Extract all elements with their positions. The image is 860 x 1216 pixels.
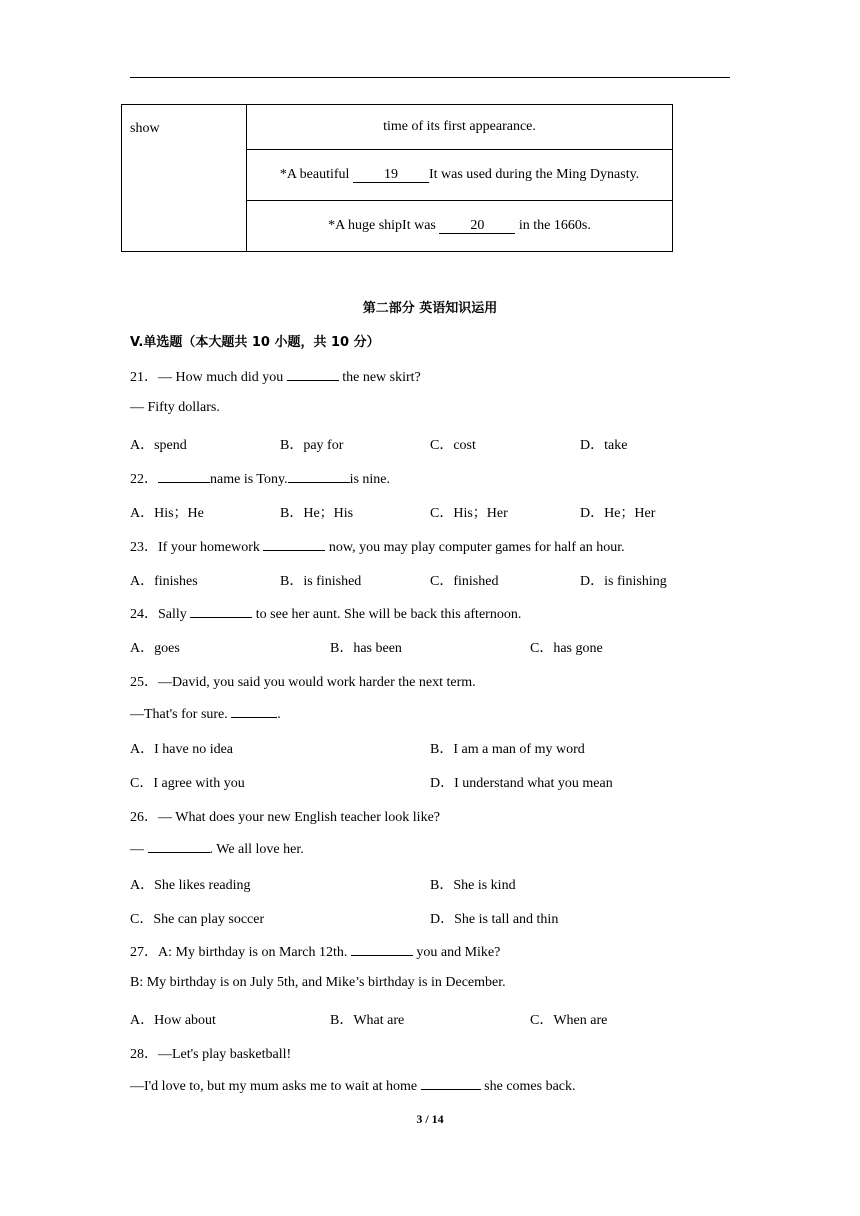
q25-option-b[interactable]: B．I am a man of my word [430, 742, 585, 757]
table-row-1: time of its first appearance. [247, 105, 673, 150]
q23-option-c[interactable]: C．finished [430, 574, 499, 589]
q27-stem: 27．A: My birthday is on March 12th. you and Mike? [130, 945, 501, 960]
q27-option-a[interactable]: A．How about [130, 1013, 216, 1028]
q26-option-b[interactable]: B．She is kind [430, 878, 516, 893]
q27-option-b[interactable]: B．What are [330, 1013, 405, 1028]
q23-option-b[interactable]: B．is finished [280, 574, 362, 589]
q25-option-a[interactable]: A．I have no idea [130, 742, 234, 757]
q24-option-b[interactable]: B．has been [330, 641, 402, 656]
q22-option-c[interactable]: C．His；Her [430, 506, 508, 521]
q28-reply: —I'd love to, but my mum asks me to wait at home she comes back. [130, 1079, 576, 1094]
table-left-label: show [122, 105, 247, 252]
q21-option-a[interactable]: A．spend [130, 438, 187, 453]
q23-blank[interactable] [263, 538, 325, 551]
q22-option-b[interactable]: B．He；His [280, 506, 354, 521]
q27-option-c[interactable]: C．When are [530, 1013, 608, 1028]
q26-option-c[interactable]: C．She can play soccer [130, 912, 265, 927]
q25-option-c[interactable]: C．I agree with you [130, 776, 245, 791]
page-number: 3 / 14 [416, 1112, 444, 1126]
part-heading: V.单选题（本大题共 10 小题，共 10 分） [130, 335, 380, 350]
q27-reply: B: My birthday is on July 5th, and Mike’s birthday is in December. [130, 975, 506, 990]
q21-blank[interactable] [287, 368, 339, 381]
q23-option-a[interactable]: A．finishes [130, 574, 198, 589]
reading-table-fragment [121, 104, 673, 252]
q21-reply: — Fifty dollars. [130, 400, 220, 415]
header-rule [130, 77, 730, 78]
q22-option-d[interactable]: D．He；Her [580, 506, 656, 521]
q22-blank-2[interactable] [288, 470, 350, 483]
q24-stem: 24．Sally to see her aunt. She will be back this afternoon. [130, 607, 522, 622]
q25-stem: 25．—David, you said you would work harder the next term. [130, 675, 476, 690]
q24-blank[interactable] [190, 605, 252, 618]
q27-blank[interactable] [351, 943, 413, 956]
section-title: 第二部分 英语知识运用 [362, 301, 498, 316]
blank-20[interactable]: 20 [439, 219, 515, 234]
q22-blank-1[interactable] [158, 470, 210, 483]
q24-option-c[interactable]: C．has gone [530, 641, 603, 656]
q26-stem: 26．— What does your new English teacher look like? [130, 810, 440, 825]
q21-option-c[interactable]: C．cost [430, 438, 476, 453]
q21-option-d[interactable]: D．take [580, 438, 628, 453]
q21-option-b[interactable]: B．pay for [280, 438, 344, 453]
q28-blank[interactable] [421, 1077, 481, 1090]
q22-stem: 22． name is Tony. is nine. [130, 472, 391, 487]
q25-option-d[interactable]: D．I understand what you mean [430, 776, 613, 791]
q26-option-a[interactable]: A．She likes reading [130, 878, 251, 893]
q23-stem: 23．If your homework now, you may play computer games for half an hour. [130, 540, 625, 555]
q24-option-a[interactable]: A．goes [130, 641, 180, 656]
q26-option-d[interactable]: D．She is tall and thin [430, 912, 559, 927]
q23-option-d[interactable]: D．is finishing [580, 574, 667, 589]
q21-stem: 21．— How much did you the new skirt? [130, 370, 421, 385]
table-row-3: *A huge shipIt was 20 in the 1660s. [247, 201, 673, 252]
blank-19[interactable]: 19 [353, 168, 429, 183]
q25-reply: —That's for sure. . [130, 707, 281, 722]
q26-blank[interactable] [148, 840, 210, 853]
table-row-2: *A beautiful 19 It was used during the Ming Dynasty. [247, 150, 673, 201]
q25-blank[interactable] [231, 705, 277, 718]
q26-reply: — . We all love her. [130, 842, 304, 857]
q28-stem: 28．—Let's play basketball! [130, 1047, 292, 1062]
q22-option-a[interactable]: A．His；He [130, 506, 204, 521]
